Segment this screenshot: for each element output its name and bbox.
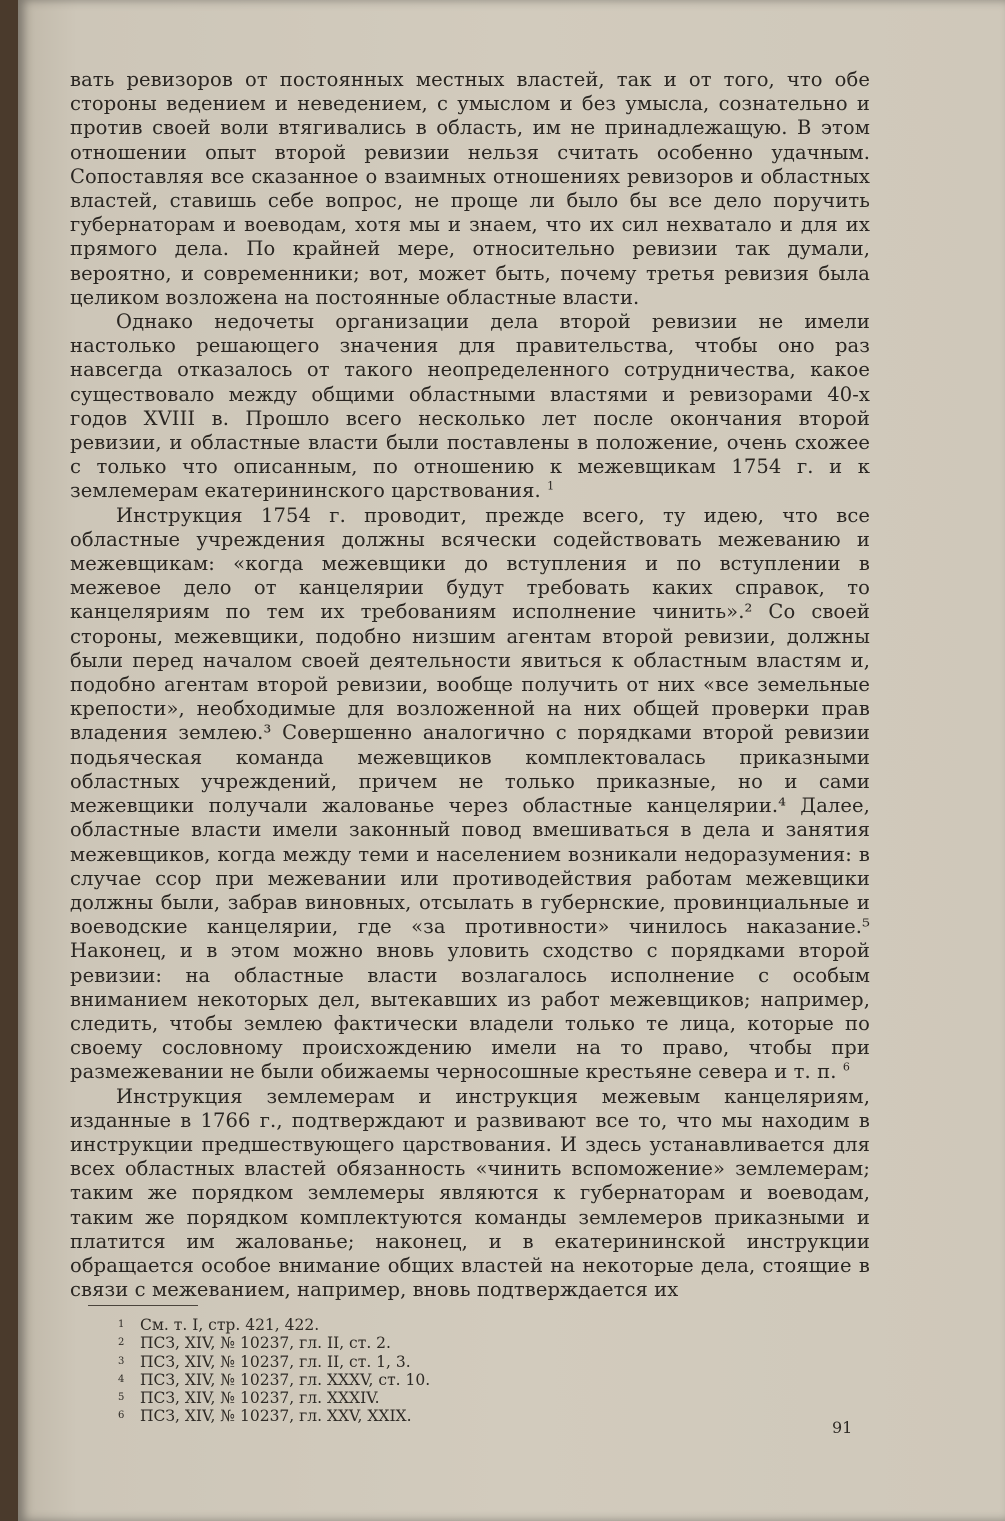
- footnote-mark: 3: [118, 1355, 125, 1367]
- footnote-mark: 6: [118, 1410, 125, 1422]
- paragraph-2-text: Однако недочеты организации дела второй ревизии не имели настолько решающего значения для правительства, чтобы оно раз навсегда отказалось от такого неопределенного сотрудничества, какое существовало между общими областными властями и ревизорами 40-х годов XVIII в. Прошло всего несколько лет после окончания второй ревизии, и областные власти были поставлены в положение, очень схожее с только что описанным, по отношению к межевщикам 1754 г. и к землемерам екатерининского царствования.: [70, 310, 870, 503]
- body-text: [70, 68, 870, 1302]
- footnote-mark: 5: [118, 1392, 125, 1404]
- footnote: [118, 1353, 430, 1371]
- page-number: 91: [832, 1418, 853, 1437]
- paragraph-3-text: Инструкция 1754 г. проводит, прежде всего, ту идею, что все областные учреждения должны всячески содействовать межеванию и межевщикам: «когда межевщики до вступления и по вступлении в межевое дело от канцелярии будут требовать каких справок, то канцеляриям по тем их требованиям исполнение чинить».² Со своей стороны, межевщики, подобно низшим агентам второй ревизии, должны были перед началом своей деятельности явиться к областным властям и, подобно агентам второй ревизии, вообще получить от них «все земельные крепости», необходимые для возложенной на них общей проверки прав владения землею.³ Совершенно аналогично с порядками второй ревизии подьяческая команда межевщиков комплектовалась приказными областных учреждений, причем не только приказные, но и сами межевщики получали жалованье через областные канцелярии.⁴ Далее, областные власти имели законный повод вмешиваться в дела и занятия межевщиков, когда между теми и населением возникали недоразумения: в случае ссор при межевании или противодействия работам межевщики должны были, забрав виновных, отсылать в губернские, провинциальные и воеводские канцелярии, где «за противности» чинилось наказание.⁵ Наконец, и в этом можно вновь уловить сходство с порядками второй ревизии: на областные власти возлагалось исполнение с особым вниманием некоторых дел, вытекавших из работ межевщиков; например, следить, чтобы землею фактически владели только те лица, которые по своему сословному происхождению имели на то право, чтобы при размежевании не были обижаемы черносошные крестьяне севера и т. п.: [70, 503, 870, 1084]
- paragraph-4-text: Инструкция землемерам и инструкция межевым канцеляриям, изданные в 1766 г., подтверждают и развивают все то, что мы находим в инструкции предшествующего царствования. И здесь устанавливается для всех областных властей обязанность «чинить вспоможение» землемерам; таким же порядком землемеры являются к губернаторам и воеводам, таким же порядком комплектуются команды землемеров приказными и платится им жалованье; наконец, и в екатерининской инструкции обращается особое внимание общих властей на некоторые дела, стоящие в связи с межеванием, например, вновь подтверждается их: [70, 1084, 870, 1302]
- footnote: [118, 1407, 430, 1425]
- footnote-divider: [88, 1305, 198, 1306]
- footnote-text: См. т. I, стр. 421, 422.: [140, 1316, 320, 1334]
- footnote-text: ПСЗ, XIV, № 10237, гл. XXXV, ст. 10.: [140, 1370, 431, 1389]
- paragraph-1-text: вать ревизоров от постоянных местных властей, так и от того, что обе стороны ведением и неведением, с умыслом и без умысла, сознательно и против своей воли втягивались в область, им не принадлежащую. В этом отношении опыт второй ревизии нельзя считать особенно удачным. Сопоставляя все сказанное о взаимных отношениях ревизоров и областных властей, ставишь себе вопрос, не проще ли было бы все дело поручить губернаторам и воеводам, хотя мы и знаем, что их сил нехватало и для их прямого дела. По крайней мере, относительно ревизии так думали, вероятно, и современники; вот, может быть, почему третья ревизия была целиком возложена на постоянные областные власти.: [70, 68, 870, 309]
- footnote-mark: 2: [118, 1337, 125, 1349]
- footnote-text: ПСЗ, XIV, № 10237, гл. II, ст. 2.: [140, 1334, 391, 1353]
- footnote-text: ПСЗ, XIV, № 10237, гл. XXXIV.: [140, 1389, 380, 1408]
- footnote: [118, 1334, 430, 1352]
- footnote-ref-1: 1: [547, 479, 555, 493]
- paragraph-2: [70, 310, 870, 504]
- footnote-text: ПСЗ, XIV, № 10237, гл. II, ст. 1, 3.: [140, 1352, 411, 1371]
- paragraph-3: [70, 504, 870, 1085]
- footnote: [118, 1389, 430, 1407]
- footnote-mark: 1: [118, 1319, 125, 1330]
- paragraph-1: [70, 68, 870, 310]
- footnote-ref-6: 6: [842, 1060, 850, 1074]
- book-page: [18, 0, 1005, 1521]
- footnote-text: ПСЗ, XIV, № 10237, гл. XXV, XXIX.: [140, 1407, 412, 1426]
- footnotes: [118, 1316, 430, 1426]
- footnote: [118, 1371, 430, 1389]
- paragraph-4: [70, 1085, 870, 1303]
- footnote-mark: 4: [118, 1373, 125, 1385]
- footnote: [118, 1316, 430, 1334]
